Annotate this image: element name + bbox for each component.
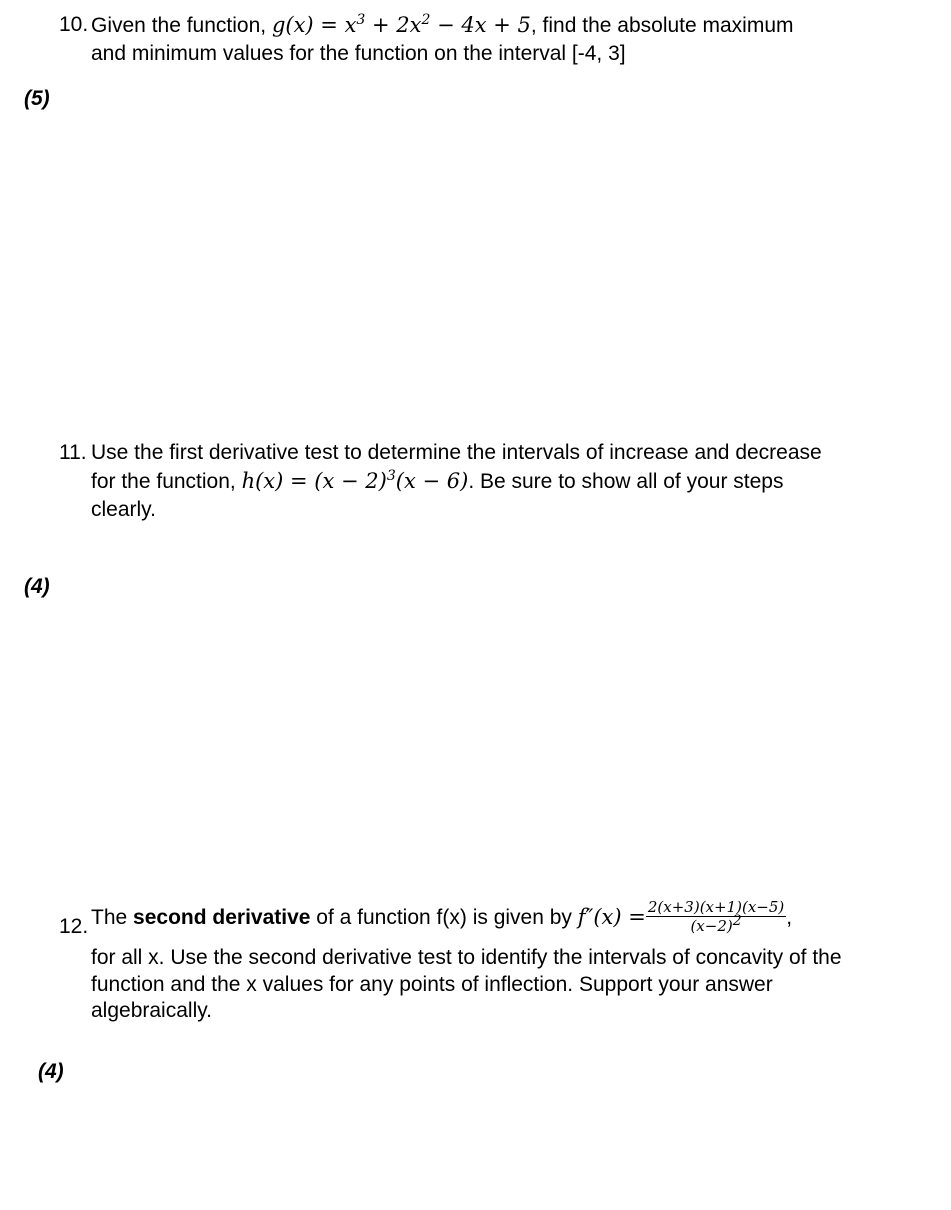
question-line: Given the function, $g(x) = x^3 + 2x^2 - 4x + 5$, find the absolute maximum: [91, 12, 794, 37]
question-number: 12.: [59, 915, 89, 938]
question-11: [59, 439, 822, 524]
question-line: for the function, $h(x) = (x - 2)^3(x - 6)$. Be sure to show all of your steps: [91, 468, 784, 493]
question-line: Use the first derivative test to determine the intervals of increase and decrease: [91, 441, 822, 464]
question-12: [59, 900, 842, 1024]
math-expression: f″(x) =: [577, 905, 646, 930]
points-label: (4): [38, 1060, 64, 1083]
question-line: and minimum values for the function on the interval [-4, 3]: [91, 42, 626, 65]
emphasis-text: second derivative: [133, 906, 311, 930]
question-line: for all x. Use the second derivative test to identify the intervals of concavity of the: [91, 946, 842, 969]
question-line: clearly.: [91, 498, 156, 521]
question-number: 10.: [59, 13, 89, 36]
math-expression: $g(x) = x^3 + 2x^2 - 4x + 5$: [271, 12, 531, 37]
question-line: algebraically.: [91, 999, 213, 1022]
question-10: [59, 11, 794, 68]
question-line: The second derivative of a function f(x) is given by f″(x) = $\frac{2(x+3)(x+1)(x-5)}{(x-2)^2}$ ,: [91, 898, 793, 935]
question-line: function and the x values for any points of inflection. Support your answer: [91, 973, 773, 996]
math-expression: $h(x) = (x - 2)^3(x - 6)$: [241, 468, 469, 493]
fraction: $\frac{2(x+3)(x+1)(x-5)}{(x-2)^2}$: [647, 898, 785, 935]
question-number: 11.: [59, 441, 87, 464]
points-label: (4): [24, 575, 50, 598]
points-label: (5): [24, 87, 50, 110]
